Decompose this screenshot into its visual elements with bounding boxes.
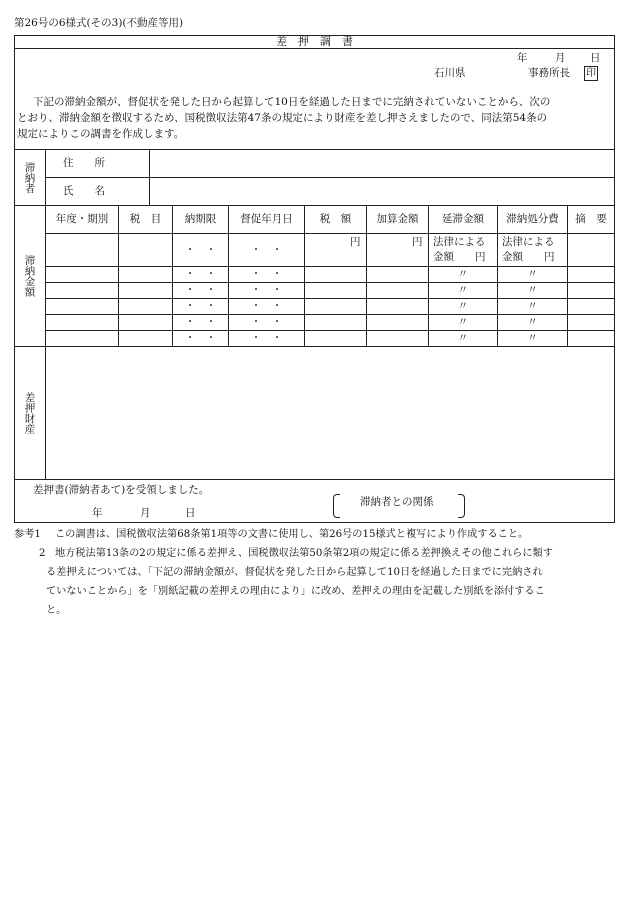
cost-by-law: 法律による: [502, 236, 555, 248]
header-year-period: 年度・期別: [55, 213, 109, 225]
date-year: 年: [517, 52, 528, 64]
delinquency-by-law: 法律による: [433, 236, 486, 248]
ditto-mark: 〃: [457, 332, 469, 344]
due-date-dots: ・ ・: [184, 243, 217, 256]
date-month: 月: [555, 52, 566, 64]
note-2-line-1: 地方税法第13条の2の規定に係る差押え、国税徴収法第50条第2項の規定に係る差押換えその他これらに類す: [55, 548, 553, 559]
delinquent-label: 滞納者: [23, 161, 36, 194]
relation-bracket-right: [458, 494, 465, 518]
header-delinquency-charge: 延滞金額: [442, 213, 484, 225]
cost-amount-yen: 金額 円: [502, 251, 555, 263]
due-date-dots: ・ ・: [184, 316, 217, 328]
header-tax-item: 税 目: [129, 213, 162, 225]
address-field[interactable]: [150, 150, 614, 177]
header-remarks: 摘 要: [575, 213, 607, 225]
amounts-label: 滞納金額: [23, 255, 36, 297]
note-2-label: 2: [39, 548, 46, 559]
reminder-date-dots: ・ ・: [250, 300, 283, 312]
ditto-mark: 〃: [527, 316, 538, 328]
intro-line-1: 下記の滞納金額が、督促状を発した日から起算して10日を経過した日までに完納されていないことから、次の: [33, 96, 551, 108]
address-label: 住 所: [63, 157, 105, 169]
ditto-mark: 〃: [527, 332, 538, 344]
issuer-prefecture: 石川県: [434, 67, 466, 79]
relation-label: 滞納者との関係: [360, 496, 434, 508]
ditto-mark: 〃: [527, 268, 538, 280]
tax-amount-yen: 円: [350, 236, 361, 248]
property-field[interactable]: [46, 347, 614, 479]
intro-line-2: とおり、滞納金額を徴収するため、国税徴収法第47条の規定により財産を差し押さえましたので、同法第54条の: [17, 112, 548, 124]
header-due-date: 納期限: [184, 213, 217, 225]
reminder-date-dots: ・ ・: [250, 243, 283, 256]
seal-mark: 印: [586, 68, 596, 79]
receipt-day: 日: [185, 507, 196, 519]
note-1-label: 参考1: [14, 529, 41, 540]
receipt-text: 差押書(滞納者あて)を受領しました。: [33, 484, 210, 496]
ditto-mark: 〃: [457, 316, 469, 328]
issuer-office: 事務所長: [528, 67, 570, 79]
ditto-mark: 〃: [457, 284, 469, 296]
name-field[interactable]: [150, 178, 614, 205]
note-1-text: この調書は、国税徴収法第68条第1項等の文書に使用し、第26号の15様式と複写により作成すること。: [55, 529, 529, 540]
note-2-line-4: と。: [46, 605, 67, 616]
header-surcharge: 加算金額: [376, 213, 419, 225]
ditto-mark: 〃: [527, 284, 538, 296]
due-date-dots: ・ ・: [184, 300, 217, 312]
receipt-month: 月: [140, 507, 151, 519]
date-day: 日: [590, 52, 601, 64]
due-date-dots: ・ ・: [184, 268, 217, 280]
delinquency-amount-yen: 金額 円: [433, 251, 486, 263]
note-2-line-3: ていないことから」を「別紙記載の差押えの理由により」に改め、差押えの理由を記載した別紙を添付するこ: [46, 586, 545, 597]
reminder-date-dots: ・ ・: [250, 268, 283, 280]
form-id: 第26号の6様式(その3)(不動産等用): [14, 17, 184, 29]
reminder-date-dots: ・ ・: [250, 316, 283, 328]
ditto-mark: 〃: [457, 300, 469, 312]
reminder-date-dots: ・ ・: [250, 332, 283, 344]
document-title: 差 押 調 書: [276, 35, 353, 48]
header-disposition-cost: 滞納処分費: [506, 213, 559, 225]
receipt-year: 年: [92, 507, 103, 519]
note-2-line-2: る差押えについては、「下記の滞納金額が、督促状を発した日から起算して10日を経過した日までに完納され: [46, 567, 543, 578]
surcharge-yen: 円: [412, 236, 423, 248]
intro-line-3: 規定によりこの調書を作成します。: [17, 128, 185, 140]
ditto-mark: 〃: [527, 300, 538, 312]
ditto-mark: 〃: [457, 268, 469, 280]
name-label: 氏 名: [63, 185, 105, 197]
header-reminder-date: 督促年月日: [240, 213, 293, 225]
property-label: 差押財産: [23, 392, 36, 434]
relation-bracket-left: [333, 494, 340, 518]
due-date-dots: ・ ・: [184, 284, 217, 296]
reminder-date-dots: ・ ・: [250, 284, 283, 296]
due-date-dots: ・ ・: [184, 332, 217, 344]
header-tax-amount: 税 額: [319, 213, 352, 225]
